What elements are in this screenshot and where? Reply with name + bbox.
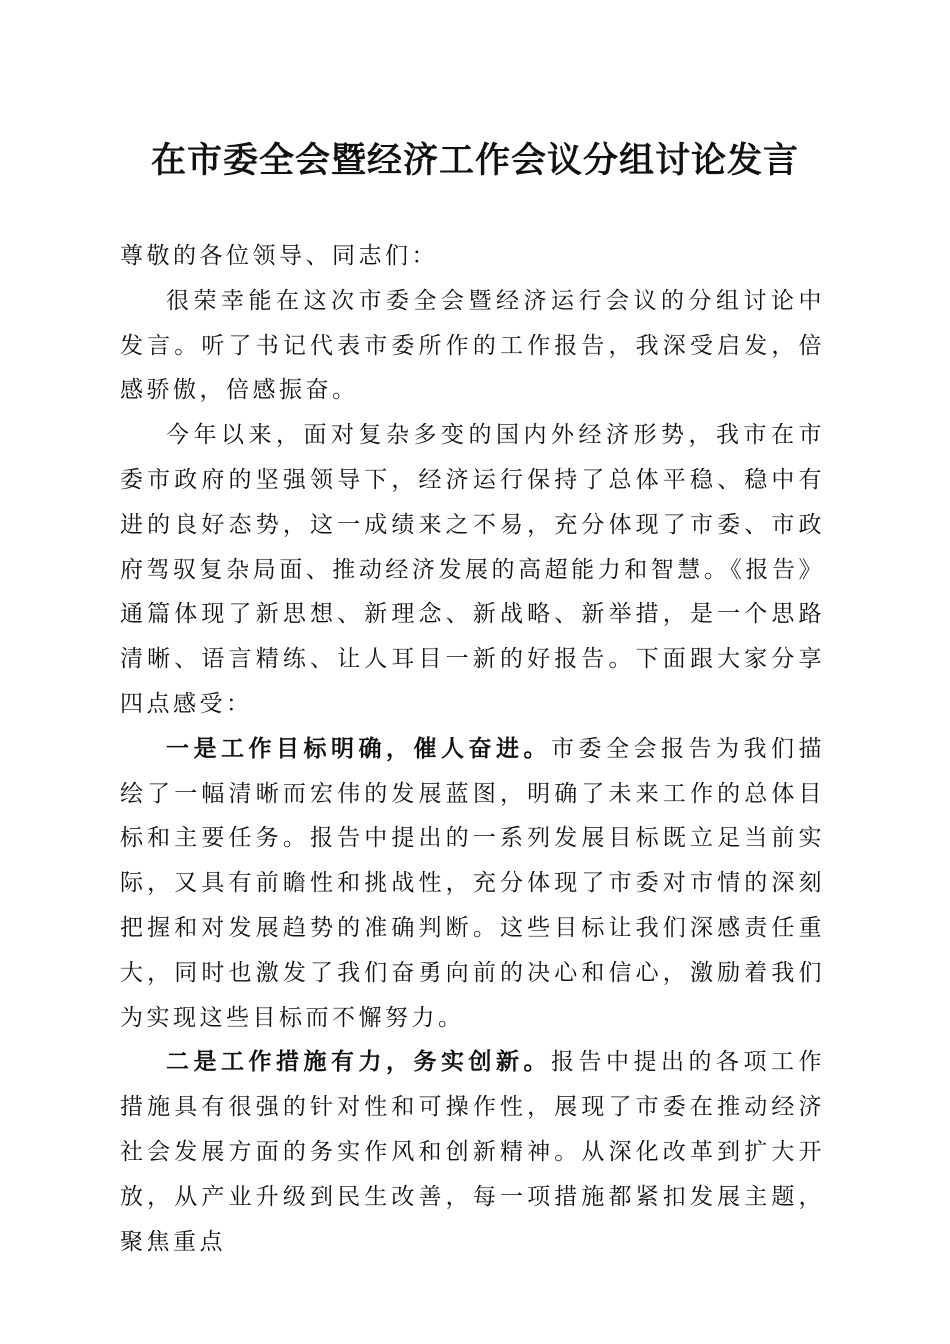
paragraph-lead: 二是工作措施有力，务实创新。 (166, 1048, 551, 1076)
document-body (120, 234, 825, 1264)
paragraph-lead: 一是工作目标明确，催人奋进。 (166, 734, 551, 762)
paragraph-context (120, 413, 825, 727)
paragraph-point-two (120, 1040, 825, 1264)
paragraph-point-one (120, 727, 825, 1041)
paragraph-opening (120, 279, 825, 413)
paragraph-text: 很荣幸能在这次市委全会暨经济运行会议的分组讨论中发言。听了书记代表市委所作的工作报告，我深受启发，倍感骄傲，倍感振奋。 (120, 287, 825, 404)
salutation: 尊敬的各位领导、同志们： (120, 243, 438, 269)
paragraph-text: 报告中提出的各项工作措施具有很强的针对性和可操作性，展现了市委在推动经济社会发展方面的务实作风和创新精神。从深化改革到扩大开放，从产业升级到民生改善，每一项措施都紧扣发展主题，聚焦重点 (120, 1049, 825, 1255)
document-title: 在市委全会暨经济工作会议分组讨论发言 (150, 140, 799, 181)
paragraph-text: 今年以来，面对复杂多变的国内外经济形势，我市在市委市政府的坚强领导下，经济运行保持了总体平稳、稳中有进的良好态势，这一成绩来之不易，充分体现了市委、市政府驾驭复杂局面、推动经济发展的高超能力和智慧。《报告》通篇体现了新思想、新理念、新战略、新举措，是一个思路清晰、语言精练、让人耳目一新的好报告。下面跟大家分享四点感受： (120, 422, 825, 717)
paragraph-text: 市委全会报告为我们描绘了一幅清晰而宏伟的发展蓝图，明确了未来工作的总体目标和主要任务。报告中提出的一系列发展目标既立足当前实际，又具有前瞻性和挑战性，充分体现了市委对市情的深刻把握和对发展趋势的准确判断。这些目标让我们深感责任重大，同时也激发了我们奋勇向前的决心和信心，激励着我们为实现这些目标而不懈努力。 (120, 735, 825, 1031)
